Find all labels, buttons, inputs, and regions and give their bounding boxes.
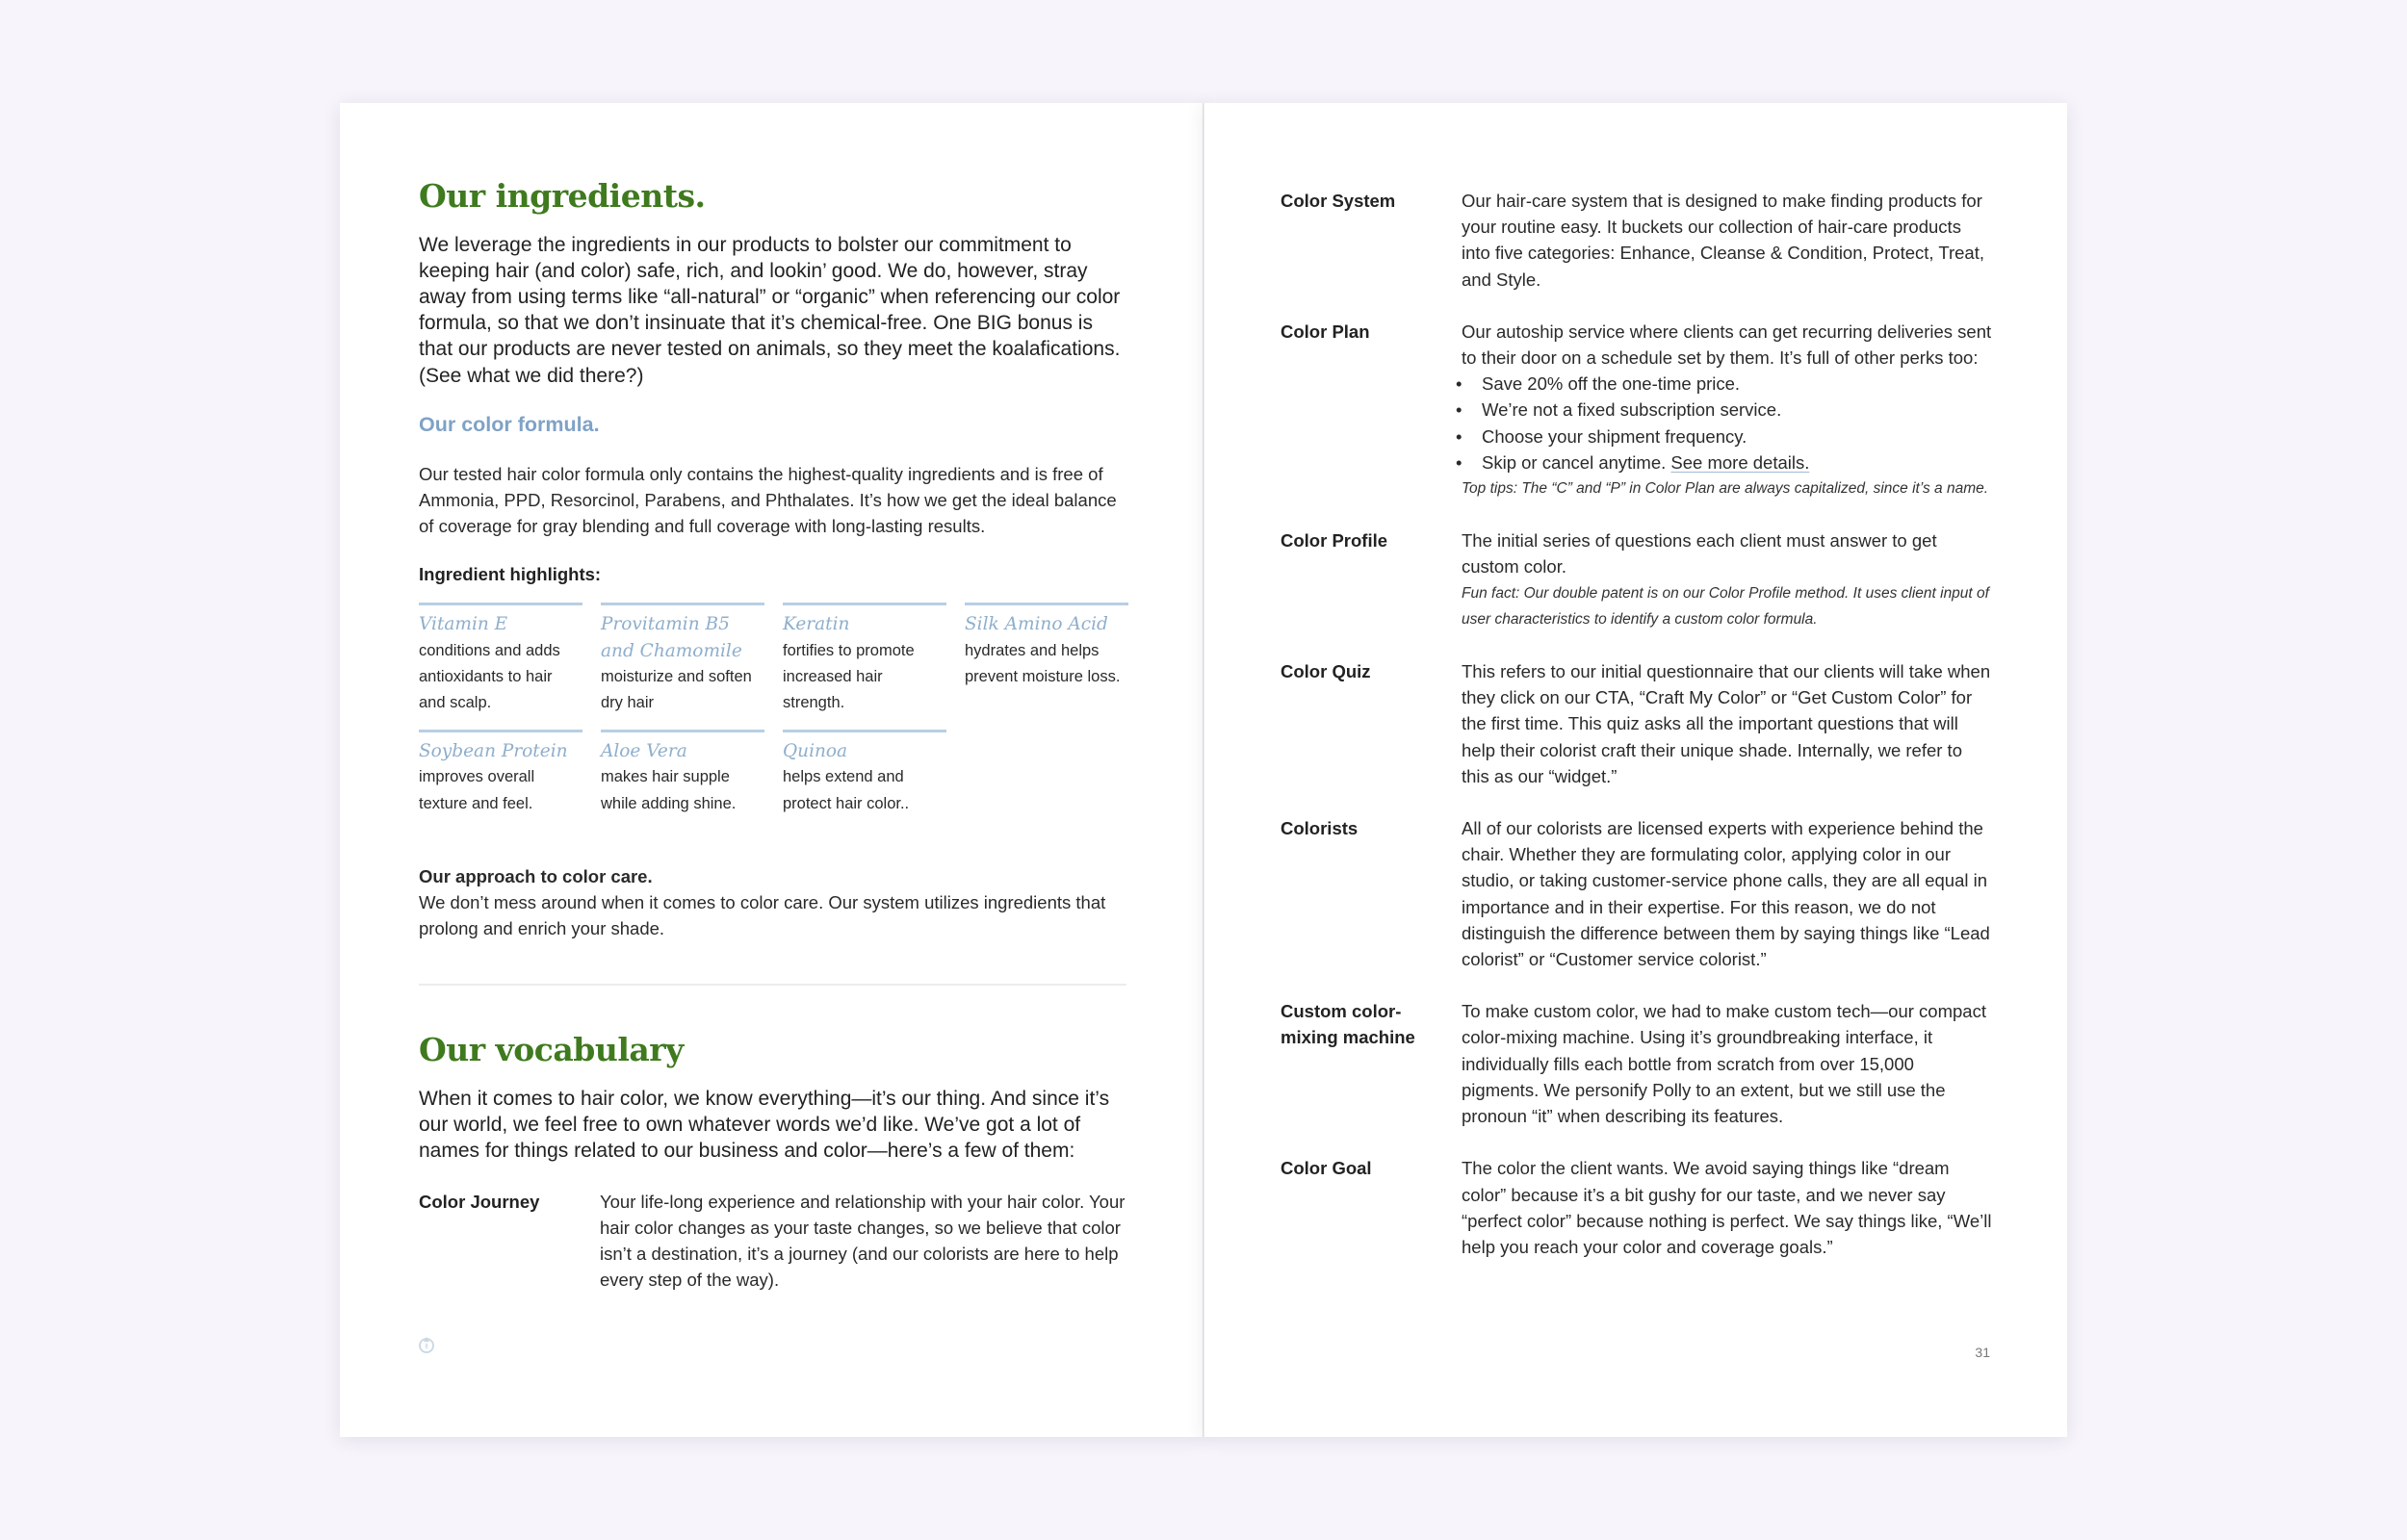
perk-item: • We’re not a fixed subscription service. bbox=[1462, 397, 1993, 423]
book-spread bbox=[340, 103, 2067, 1437]
perks-list bbox=[1462, 371, 1993, 475]
right-page-content bbox=[1281, 188, 1993, 1286]
vocab-term: Color Quiz bbox=[1281, 661, 1371, 682]
perk-item bbox=[1462, 449, 1993, 475]
ingredient-desc: conditions and adds antioxidants to hair and scalp. bbox=[419, 641, 560, 712]
right-page bbox=[1204, 103, 2067, 1437]
vocab-definition: Our autoship service where clients can get recurring deliveries sent to their door on a schedule set by them. It’s full of other perks too: bbox=[1462, 321, 1992, 369]
vocab-definition: Your life-long experience and relationship with your hair color. Your hair color changes as your taste changes, so we believe that color isn’t a destination, it’s a journey (and our colorists are here to help every step of the way). bbox=[600, 1191, 1126, 1291]
color-care-approach bbox=[419, 863, 1126, 942]
vocab-term: Color Goal bbox=[1281, 1158, 1372, 1179]
see-more-details-link[interactable]: See more details. bbox=[1670, 451, 1810, 473]
ingredient-highlights-label: Ingredient highlights: bbox=[419, 564, 602, 585]
vocab-entry-color-journey bbox=[419, 1189, 1126, 1294]
left-page bbox=[340, 103, 1204, 1437]
fun-fact-note: Fun fact: Our double patent is on our Color Profile method. It uses client input of user characteristics to identify a custom color formula. bbox=[1462, 584, 1989, 628]
vocab-term: Custom color-mixing machine bbox=[1281, 1001, 1415, 1048]
ingredient-highlights-grid bbox=[419, 603, 1126, 816]
perk-item: • Choose your shipment frequency. bbox=[1462, 424, 1993, 449]
ingredient-name: Soybean Protein bbox=[419, 741, 568, 762]
ingredient-desc: helps extend and protect hair color.. bbox=[783, 768, 910, 812]
vocab-definition: The color the client wants. We avoid saying things like “dream color” because it’s a bit gushy for our taste, and we never say “perfect color” because nothing is perfect. We say things like, “We’ll help you reach your color and coverage goals.” bbox=[1462, 1158, 1992, 1257]
vocab-term: Color Profile bbox=[1281, 530, 1388, 552]
vocab-entry-color-quiz bbox=[1281, 658, 1993, 789]
vocab-definition: To make custom color, we had to make custom tech—our compact color-mixing machine. Using it’s groundbreaking interface, it individually fills each bottle from scratch from over 15,000 pigments. We personify Polly to an extent, but we still use the pronoun “it” when describing its features. bbox=[1462, 1001, 1986, 1127]
ingredients-title: Our ingredients. bbox=[419, 177, 706, 215]
ingredients-intro: We leverage the ingredients in our products to bolster our commitment to keeping hair (and color) safe, rich, and lookin’ good. We do, however, stray away from using terms like “all-natural” or “organic” when referencing our color formula, so that we don’t insinuate that it’s chemical-free. One BIG bonus is that our products are never tested on animals, so they meet the koalafications. (See what we did there?) bbox=[419, 233, 1121, 387]
ingredient-item bbox=[601, 603, 764, 716]
ingredient-desc: hydrates and helps prevent moisture loss. bbox=[965, 641, 1121, 685]
vocab-entry-color-goal bbox=[1281, 1155, 1993, 1260]
vocab-definition-block bbox=[1462, 319, 1993, 501]
ingredient-name: Keratin bbox=[783, 614, 850, 635]
drop-logo-icon bbox=[417, 1335, 436, 1354]
vocab-term: Colorists bbox=[1281, 818, 1359, 839]
vocab-term: Color Journey bbox=[419, 1191, 540, 1212]
vocab-definition: All of our colorists are licensed experts with experience behind the chair. Whether they are formulating color, applying color in our studio, or taking customer-service phone calls, they are all equal in importance and in their expertise. For this reason, we do not distinguish the difference between them by saying things like “Lead colorist” or “Customer service colorist.” bbox=[1462, 818, 1990, 970]
ingredient-item bbox=[601, 730, 764, 817]
color-formula-heading: Our color formula. bbox=[419, 412, 600, 436]
vocab-entry-color-plan bbox=[1281, 319, 1993, 501]
vocabulary-title: Our vocabulary bbox=[419, 1031, 684, 1069]
ingredient-name: Silk Amino Acid bbox=[965, 614, 1108, 635]
color-formula-text: Our tested hair color formula only contains the highest-quality ingredients and is free of Ammonia, PPD, Resorcinol, Parabens, and Phthalates. It’s how we get the ideal balance of coverage for gray blending and full coverage with long-lasting results. bbox=[419, 463, 1117, 537]
page-number: 31 bbox=[1975, 1345, 1990, 1360]
approach-title: Our approach to color care. bbox=[419, 865, 653, 886]
perk-item: • Save 20% off the one-time price. bbox=[1462, 371, 1993, 397]
left-page-content bbox=[419, 177, 1126, 1293]
ingredient-name: Vitamin E bbox=[419, 614, 508, 635]
vocab-definition: The initial series of questions each client must answer to get custom color. bbox=[1462, 530, 1937, 578]
vocab-entry-color-profile bbox=[1281, 527, 1993, 632]
ingredient-desc: fortifies to promote increased hair strength. bbox=[783, 641, 915, 712]
approach-text: We don’t mess around when it comes to color care. Our system utilizes ingredients that prolong and enrich your shade. bbox=[419, 892, 1106, 939]
vocab-term: Color System bbox=[1281, 191, 1396, 211]
vocabulary-intro: When it comes to hair color, we know everything—it’s our thing. And since it’s our world, we feel free to own whatever words we’d like. We’ve got a lot of names for things related to our business and color—here’s a few of them: bbox=[419, 1088, 1110, 1163]
vocab-term: Color Plan bbox=[1281, 321, 1370, 342]
vocab-definition: Our hair-care system that is designed to make finding products for your routine easy. It buckets our collection of hair-care products into five categories: Enhance, Cleanse & Condition, Protect, Treat, and Style. bbox=[1462, 191, 1984, 290]
vocab-entry-mixing-machine bbox=[1281, 998, 1993, 1129]
ingredient-item bbox=[419, 730, 582, 817]
vocab-definition-block bbox=[1462, 527, 1993, 632]
ingredient-desc: makes hair supple while adding shine. bbox=[601, 768, 737, 812]
ingredient-desc: improves overall texture and feel. bbox=[419, 768, 535, 812]
ingredient-item bbox=[783, 603, 946, 716]
vocab-entry-colorists bbox=[1281, 815, 1993, 972]
ingredient-name: Quinoa bbox=[783, 741, 848, 762]
ingredient-name: Provitamin B5 and Chamomile bbox=[601, 614, 742, 661]
ingredient-item bbox=[783, 730, 946, 817]
top-tip-note: Top tips: The “C” and “P” in Color Plan are always capitalized, since it’s a name. bbox=[1462, 480, 1989, 498]
section-divider bbox=[419, 984, 1126, 986]
ingredient-item bbox=[965, 603, 1128, 716]
perk-item-text: Skip or cancel anytime. bbox=[1482, 451, 1667, 473]
ingredient-name: Aloe Vera bbox=[601, 741, 687, 762]
ingredient-desc: moisturize and soften dry hair bbox=[601, 667, 752, 712]
vocab-definition: This refers to our initial questionnaire that our clients will take when they click on our CTA, “Craft My Color” or “Get Custom Color” for the first time. This quiz asks all the important questions that will help their colorist craft their unique shade. Internally, we refer to this as our “widget.” bbox=[1462, 661, 1991, 786]
ingredient-item bbox=[419, 603, 582, 716]
vocab-entry-color-system bbox=[1281, 188, 1993, 293]
